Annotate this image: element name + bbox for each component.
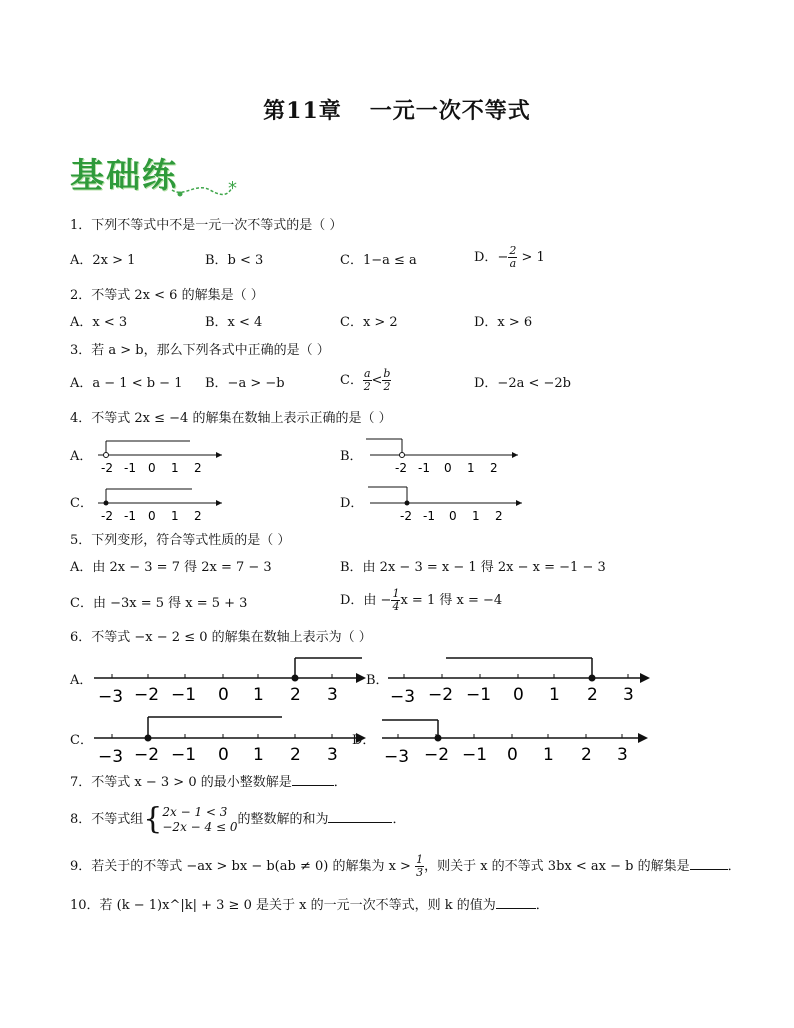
answer-blank[interactable] [328, 822, 392, 823]
q5-option-b: B．由 2x − 3 = x − 1 得 2x − x = −1 − 3 [340, 560, 606, 575]
q4-option-b: B． [340, 449, 363, 464]
question-7: 7．不等式 x − 3 > 0 的最小整数解是 ． [70, 775, 347, 790]
tick-label: 3 [327, 685, 338, 705]
question-10: 10．若 (k − 1)x^|k| + 3 ≥ 0 是关于 x 的一元一次不等式，则 k 的值为 ． [70, 898, 549, 913]
tick-label: −3 [98, 687, 124, 707]
tick-label: 2 [290, 745, 301, 765]
question-2-stem: 2．不等式 2x < 6 的解集是（ ） [70, 288, 264, 303]
tick-label: 0 [513, 685, 524, 705]
q5-option-a: A．由 2x − 3 = 7 得 2x = 7 − 3 [70, 560, 272, 575]
tick-label: 1 [171, 461, 179, 475]
q1-option-d: D．− $\frac{2}{a}$ > 1 [474, 244, 545, 270]
q4-number-line-d [362, 484, 527, 526]
tick-label: 2 [194, 461, 202, 475]
q6-number-line-b [382, 652, 657, 708]
tick-label: −1 [171, 745, 197, 765]
answer-blank[interactable] [690, 869, 728, 870]
q2-option-d: D．x > 6 [474, 315, 533, 330]
q6-option-b: B． [366, 673, 389, 688]
tick-label: −3 [384, 747, 410, 767]
question-9-stem: 9．若关于的不等式 −ax > bx − b(ab ≠ 0) 的解集为 x > [70, 859, 411, 874]
tick-label: −2 [424, 745, 450, 765]
tick-label: 2 [290, 685, 301, 705]
tick-label: -1 [124, 509, 136, 523]
tick-label: −2 [134, 685, 160, 705]
tick-label: 0 [148, 461, 156, 475]
tick-label: 1 [543, 745, 554, 765]
tick-label: −3 [98, 747, 124, 767]
tick-label: 0 [148, 509, 156, 523]
q4-number-line-c [90, 484, 230, 526]
tick-label: −3 [390, 687, 416, 707]
q1-option-b: B．b < 3 [205, 253, 264, 268]
tick-label: 1 [171, 509, 179, 523]
q4-option-c: C． [70, 496, 93, 511]
q1-option-a: A．2x > 1 [70, 253, 136, 268]
tick-label: 2 [490, 461, 498, 475]
question-10-stem: 10．若 (k − 1)x^|k| + 3 ≥ 0 是关于 x 的一元一次不等式，则 k 的值为 [70, 898, 496, 913]
system-line-2: −2x − 4 ≤ 0 [162, 819, 238, 834]
question-7-stem: 7．不等式 x − 3 > 0 的最小整数解是 [70, 775, 292, 790]
tick-label: -1 [423, 509, 435, 523]
tick-label: 0 [444, 461, 452, 475]
tick-label: -1 [418, 461, 430, 475]
tick-label: 1 [253, 745, 264, 765]
tick-label: 2 [194, 509, 202, 523]
q3-option-c: C． $\frac{a}{2}$ < $\frac{b}{2}$ [340, 367, 391, 393]
tick-label: 3 [623, 685, 634, 705]
chapter-name: 一元一次不等式 [369, 98, 531, 124]
tick-label: 3 [617, 745, 628, 765]
tick-label: −2 [134, 745, 160, 765]
q4-number-line-b [362, 436, 522, 478]
page-title [0, 94, 794, 125]
q6-number-line-a [90, 652, 370, 708]
tick-label: −1 [171, 685, 197, 705]
question-3-stem: 3．若 a > b，那么下列各式中正确的是（ ） [70, 343, 330, 358]
tick-label: -2 [395, 461, 407, 475]
section-badge [70, 148, 237, 199]
q5-option-d: D．由 − $\frac{1}{4}$ x = 1 得 x = −4 [340, 587, 503, 613]
q4-option-d: D． [340, 496, 364, 511]
tick-label: -2 [101, 461, 113, 475]
tick-label: 1 [467, 461, 475, 475]
tick-label: 0 [218, 685, 229, 705]
svg-text:*: * [228, 178, 237, 199]
tick-label: −2 [428, 685, 454, 705]
q6-option-c: C． [70, 733, 93, 748]
tick-label: 2 [495, 509, 503, 523]
tick-label: 2 [581, 745, 592, 765]
q4-option-a: A． [70, 449, 93, 464]
q3-option-a: A．a − 1 < b − 1 [70, 376, 183, 391]
tick-label: 0 [218, 745, 229, 765]
q6-number-line-d [376, 712, 656, 768]
q3-option-b: B．−a > −b [205, 376, 285, 391]
question-8: 8．不等式组{ 2x − 1 < 3 −2x − 4 ≤ 0 的整数解的和为 ． [70, 801, 406, 837]
tick-label: 0 [507, 745, 518, 765]
tick-label: 1 [472, 509, 480, 523]
tick-label: 2 [587, 685, 598, 705]
tick-label: 1 [549, 685, 560, 705]
question-9: 9．若关于的不等式 −ax > bx − b(ab ≠ 0) 的解集为 x > $\frac{1}{3}$ ，则关于 x 的不等式 3bx < ax − b 的解集是 ． [70, 853, 741, 879]
tick-label: 1 [253, 685, 264, 705]
q6-option-a: A． [70, 673, 93, 688]
answer-blank[interactable] [496, 908, 536, 909]
tick-label: -2 [400, 509, 412, 523]
q2-option-c: C．x > 2 [340, 315, 398, 330]
question-6-stem: 6．不等式 −x − 2 ≤ 0 的解集在数轴上表示为（ ） [70, 630, 372, 645]
question-5-stem: 5．下列变形，符合等式性质的是（ ） [70, 533, 291, 548]
chapter-number: 第11章 [263, 98, 342, 124]
tick-label: 0 [449, 509, 457, 523]
tick-label: −1 [466, 685, 492, 705]
tick-label: 3 [327, 745, 338, 765]
q5-option-c: C．由 −3x = 5 得 x = 5 + 3 [70, 596, 248, 611]
tick-label: -1 [124, 461, 136, 475]
q6-option-d: D． [352, 733, 376, 748]
q3-option-d: D．−2a < −2b [474, 376, 571, 391]
tick-label: −1 [462, 745, 488, 765]
q2-option-b: B．x < 4 [205, 315, 263, 330]
answer-blank[interactable] [292, 785, 334, 786]
question-4-stem: 4．不等式 2x ≤ −4 的解集在数轴上表示正确的是（ ） [70, 411, 392, 426]
q2-option-a: A．x < 3 [70, 315, 128, 330]
q6-number-line-c [90, 712, 370, 768]
badge-text: 基础练 [70, 156, 178, 196]
question-8-stem: 8．不等式组 [70, 812, 144, 827]
q1-option-c: C．1−a ≤ a [340, 253, 417, 268]
question-1-stem: 1．下列不等式中不是一元一次不等式的是（ ） [70, 218, 343, 233]
system-line-1: 2x − 1 < 3 [162, 804, 228, 819]
vine-decoration-icon [170, 178, 240, 202]
tick-label: -2 [101, 509, 113, 523]
q4-number-line-a [90, 436, 230, 478]
